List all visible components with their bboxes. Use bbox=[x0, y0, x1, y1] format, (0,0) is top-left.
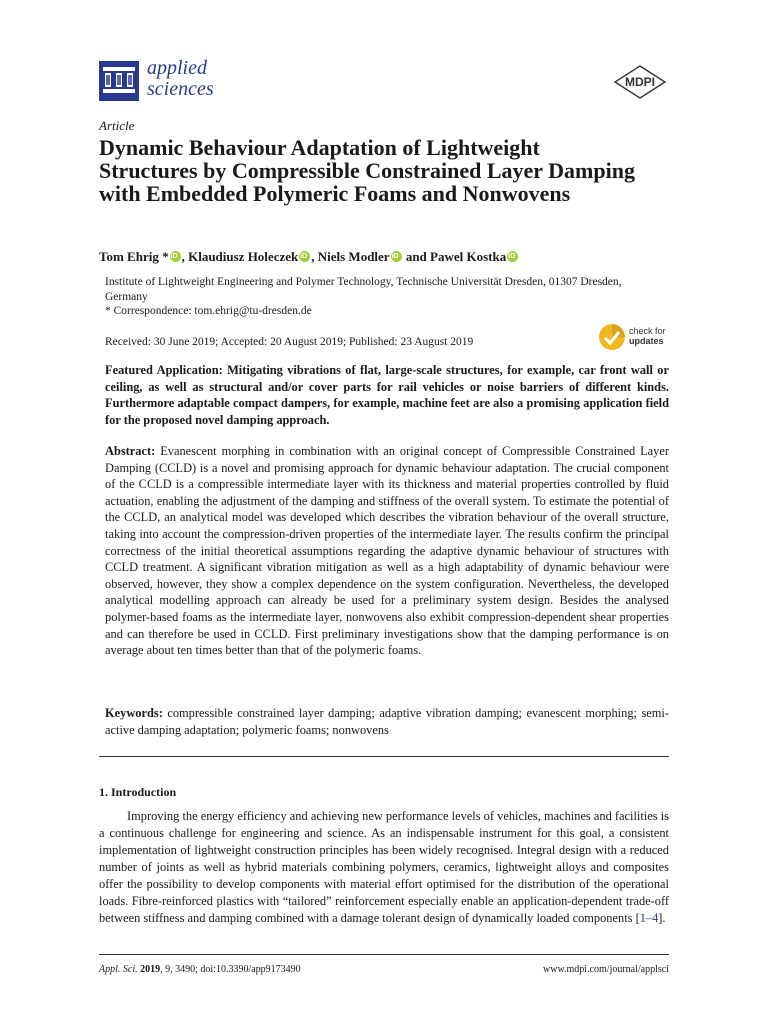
introduction-text: Improving the energy efficiency and achieving new performance levels of vehicles, machines and facilities is a continuous challenge for engineering and science. As an indispensable instrument for this goal, a consistent implementation of lightweight construction principles has been widely recognised. Integral design with a reduced number of joints as well as hybrid materials combining polymers, ceramics, lightweight alloys and composites offer the possibility to develop components with material effort optimised for the distribution of the operational loads. Fibre-reinforced plastics with “tailored” reinforcement especially enable an application-dependent trade-off between stiffness and damping combined with a damage tolerant design of dynamically loaded components bbox=[99, 809, 669, 925]
introduction-paragraph bbox=[99, 808, 669, 927]
journal-name-line1: applied bbox=[147, 57, 207, 79]
featured-application-text: Mitigating vibrations of flat, large-scale structures, for example, car front wall or ceiling, as well as structural and/or cover parts for rail vehicles or noise barriers of different kinds. Furthermore adaptable compact dampers, for example, machine feet are also a promising application field for the proposed novel damping approach. bbox=[105, 363, 669, 427]
journal-name bbox=[147, 58, 247, 100]
footer-journal: Appl. Sci. bbox=[99, 964, 138, 975]
author-name[interactable]: Klaudiusz Holeczek bbox=[188, 249, 299, 264]
author-name[interactable]: Pawel Kostka bbox=[430, 249, 507, 264]
citation-close: ]. bbox=[658, 911, 666, 925]
corresponding-mark: * bbox=[158, 249, 169, 264]
check-updates-label bbox=[629, 326, 666, 346]
author-list bbox=[99, 249, 659, 265]
abstract-text: Evanescent morphing in combination with an original concept of Compressible Constrained Layer Damping (CCLD) is a novel and promising approach for dynamic behaviour adaptation. The crucial component of the CCLD is a compressible intermediate layer with its thickness and material properties controlled by fluid actuation, enabling the adjustment of the damping and stiffness of the overall system. To estimate the potential of the CCLD, an analytical model was developed which describes the vibration behaviour of the overall structure, taking into account the compression-driven properties of the intermediate layer. The results confirm the principal correctness of the initial theoretical assumptions regarding the adaptive dynamic behaviour of structures with CCLD treatment. A significant vibration mitigation as well as a high adaptability of dynamic behaviour were observed, however, they show a complex dependence on the system configuration. Nevertheless, the developed analytical modelling approach can already be used for a preliminary system design. Besides the analysed polymer-based foams as the intermediate layer, nonwovens also exhibit compression-dependent shear properties and can therefore be used in CCLD. First preliminary investigations show that the damping performance is on average about ten times better than that of the polymeric foams. bbox=[105, 444, 669, 658]
author-separator: , bbox=[181, 249, 189, 264]
orcid-icon[interactable] bbox=[299, 251, 310, 262]
featured-application bbox=[105, 362, 669, 428]
footer-year: 2019 bbox=[140, 964, 161, 975]
keywords bbox=[105, 705, 669, 738]
journal-logo bbox=[99, 58, 239, 104]
publisher-name: MDPI bbox=[625, 75, 655, 89]
author-separator: and bbox=[402, 249, 431, 264]
correspondence-email[interactable]: tom.ehrig@tu-dresden.de bbox=[194, 305, 312, 317]
check-updates-icon bbox=[598, 323, 626, 353]
mdpi-logo-icon bbox=[612, 65, 668, 99]
article-type: Article bbox=[99, 118, 135, 133]
featured-application-label: Featured Application: bbox=[105, 363, 223, 377]
check-updates-line2: updates bbox=[629, 336, 664, 346]
orcid-icon[interactable] bbox=[170, 251, 181, 262]
footer-citation bbox=[99, 964, 301, 975]
author-name[interactable]: Tom Ehrig bbox=[99, 249, 159, 264]
citation-link[interactable]: 1–4 bbox=[639, 911, 659, 925]
footer-divider bbox=[99, 954, 669, 955]
affiliation: Institute of Lightweight Engineering and Polymer Technology, Technische Universität Dresden, 01307 Dresden, Germany bbox=[105, 276, 622, 303]
check-for-updates-badge[interactable] bbox=[598, 322, 674, 354]
footer-url[interactable]: www.mdpi.com/journal/applsci bbox=[543, 964, 669, 975]
correspondence-label: * Correspondence: bbox=[105, 305, 195, 317]
abstract-label: Abstract: bbox=[105, 444, 156, 458]
journal-name-line2: sciences bbox=[147, 78, 214, 100]
paper-title: Dynamic Behaviour Adaptation of Lightweight Structures by Compressible Constrained Layer Damping with Embedded Polymeric Foams and Nonwovens bbox=[99, 135, 635, 206]
keywords-text: compressible constrained layer damping; adaptive vibration damping; evanescent morphing; semi-active damping adaptation; polymeric foams; nonwovens bbox=[105, 706, 669, 737]
orcid-icon[interactable] bbox=[507, 251, 518, 262]
correspondence bbox=[105, 304, 625, 319]
author-name[interactable]: Niels Modler bbox=[317, 249, 390, 264]
author-separator: , bbox=[311, 249, 318, 264]
keywords-label: Keywords: bbox=[105, 706, 163, 720]
abstract bbox=[105, 443, 669, 659]
journal-logo-icon bbox=[99, 61, 139, 101]
orcid-icon[interactable] bbox=[391, 251, 402, 262]
publication-history: Received: 30 June 2019; Accepted: 20 August 2019; Published: 23 August 2019 bbox=[105, 336, 474, 348]
section-divider bbox=[99, 756, 669, 757]
section-heading: 1. Introduction bbox=[99, 785, 177, 799]
footer-details: , 9, 3490; doi:10.3390/app9173490 bbox=[160, 964, 301, 975]
check-updates-line1: check for bbox=[629, 326, 666, 336]
citation-open: [ bbox=[635, 911, 640, 925]
